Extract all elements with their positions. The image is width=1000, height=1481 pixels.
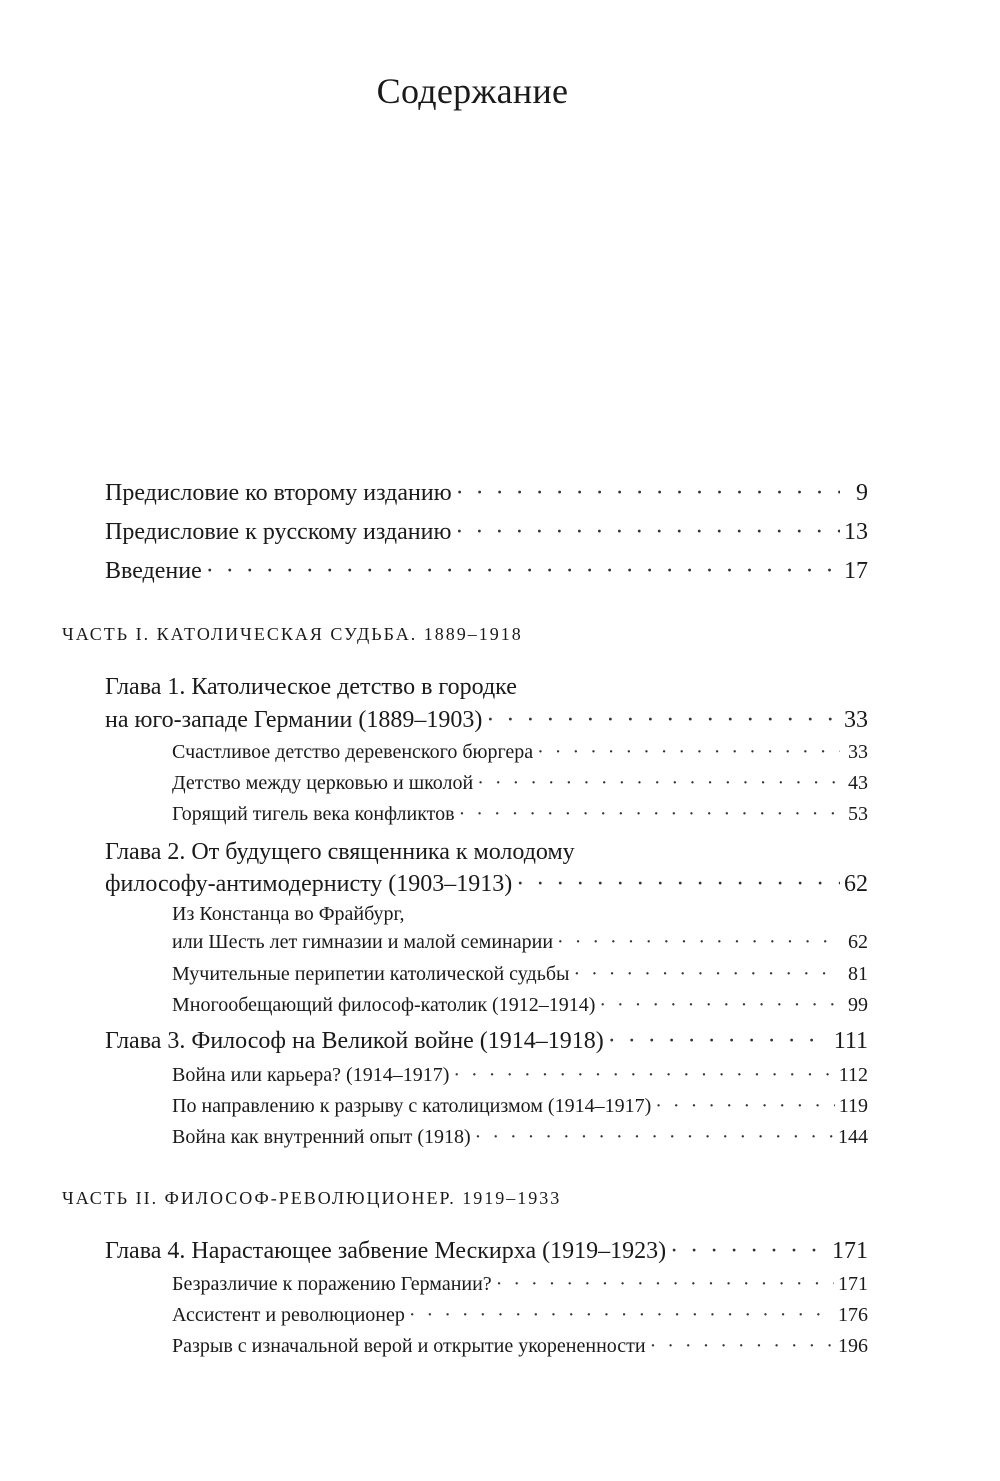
toc-page-number: 171 (838, 1273, 868, 1295)
leader-dots (599, 994, 840, 1017)
part-heading: ЧАСТЬ I. КАТОЛИЧЕСКАЯ СУДЬБА. 1889–1918 (62, 624, 523, 644)
toc-page-number: 196 (838, 1335, 868, 1357)
toc-entry-label: Введение (105, 558, 202, 584)
chapter-title-line[interactable]: Глава 2. От будущего священника к молодому (105, 839, 575, 865)
toc-section[interactable] (172, 741, 868, 764)
leader-dots (455, 519, 840, 546)
toc-page-number: 144 (838, 1126, 868, 1148)
toc-entry-label: Предисловие к русскому изданию (105, 519, 452, 545)
leader-dots (409, 1304, 834, 1327)
toc-entry-label: Счастливое детство деревенского бюргера (172, 741, 534, 763)
leader-dots (557, 931, 840, 954)
toc-section[interactable] (172, 1095, 868, 1118)
leader-dots (475, 1126, 834, 1149)
toc-section[interactable] (172, 963, 868, 986)
toc-section[interactable] (172, 1273, 868, 1296)
page-title: Содержание (376, 71, 569, 111)
toc-section[interactable] (172, 1126, 868, 1149)
toc-page-number: 62 (844, 871, 868, 897)
part-heading: ЧАСТЬ II. ФИЛОСОФ-РЕВОЛЮЦИОНЕР. 1919–1933 (62, 1188, 562, 1208)
toc-entry-introduction[interactable] (105, 558, 868, 585)
leader-dots (459, 803, 840, 826)
toc-page-number: 62 (848, 931, 868, 953)
toc-section[interactable] (172, 1304, 868, 1327)
toc-entry-label: Безразличие к поражению Германии? (172, 1273, 492, 1295)
toc-page-number: 176 (838, 1304, 868, 1326)
toc-page-number: 9 (856, 480, 868, 506)
toc-entry-label: философу-антимодернисту (1903–1913) (105, 871, 513, 897)
section-title-line[interactable]: Из Констанца во Фрайбург, (172, 903, 405, 925)
leader-dots (456, 480, 840, 507)
toc-entry-label: Мучительные перипетии католической судьбы (172, 963, 570, 985)
leader-dots (206, 558, 840, 585)
toc-page-number: 13 (844, 519, 868, 545)
toc-entry-chapter-3[interactable] (105, 1028, 868, 1055)
toc-entry-chapter-4[interactable] (105, 1238, 868, 1265)
toc-page-number: 81 (848, 963, 868, 985)
toc-entry-preface-2nd[interactable] (105, 480, 868, 507)
toc-page-number: 43 (848, 772, 868, 794)
toc-entry-label: Война как внутренний опыт (1918) (172, 1126, 471, 1148)
toc-entry-label: Ассистент и революционер (172, 1304, 405, 1326)
toc-page-number: 53 (848, 803, 868, 825)
leader-dots (453, 1064, 834, 1087)
toc-section[interactable] (172, 772, 868, 795)
leader-dots (670, 1238, 828, 1265)
toc-page-number: 171 (832, 1238, 868, 1264)
toc-section[interactable] (172, 1335, 868, 1358)
chapter-title-line[interactable]: Глава 1. Католическое детство в городке (105, 674, 517, 700)
leader-dots (537, 741, 840, 764)
leader-dots (608, 1028, 830, 1055)
toc-entry-label: Предисловие ко второму изданию (105, 480, 452, 506)
toc-page-number: 33 (848, 741, 868, 763)
toc-entry-label: Многообещающий философ-католик (1912–1914) (172, 994, 596, 1016)
toc-page-number: 17 (844, 558, 868, 584)
toc-section[interactable] (172, 803, 868, 826)
toc-page-number: 112 (838, 1064, 868, 1086)
toc-section[interactable] (172, 1064, 868, 1087)
toc-entry-label: на юго-западе Германии (1889–1903) (105, 707, 483, 733)
leader-dots (516, 871, 840, 898)
toc-entry-label: Война или карьера? (1914–1917) (172, 1064, 450, 1086)
toc-section[interactable] (172, 994, 868, 1017)
toc-page-number: 111 (833, 1028, 868, 1054)
leader-dots (655, 1095, 834, 1118)
toc-page-number: 33 (844, 707, 868, 733)
leader-dots (486, 707, 840, 734)
leader-dots (650, 1335, 834, 1358)
toc-entry-label: Глава 4. Нарастающее забвение Мескирха (1919–1923) (105, 1238, 667, 1264)
toc-entry-chapter-1[interactable] (105, 707, 868, 734)
toc-page-number: 99 (848, 994, 868, 1016)
toc-section[interactable] (172, 931, 868, 954)
leader-dots (573, 963, 840, 986)
toc-entry-label: Горящий тигель века конфликтов (172, 803, 455, 825)
toc-entry-label: или Шесть лет гимназии и малой семинарии (172, 931, 554, 953)
toc-entry-label: По направлению к разрыву с католицизмом (1914–1917) (172, 1095, 652, 1117)
toc-entry-chapter-2[interactable] (105, 871, 868, 898)
toc-entry-preface-russian[interactable] (105, 519, 868, 546)
toc-entry-label: Разрыв с изначальной верой и открытие укорененности (172, 1335, 646, 1357)
toc-page-number: 119 (838, 1095, 868, 1117)
toc-entry-label: Глава 3. Философ на Великой войне (1914–1918) (105, 1028, 604, 1054)
leader-dots (496, 1273, 834, 1296)
leader-dots (477, 772, 840, 795)
toc-entry-label: Детство между церковью и школой (172, 772, 474, 794)
